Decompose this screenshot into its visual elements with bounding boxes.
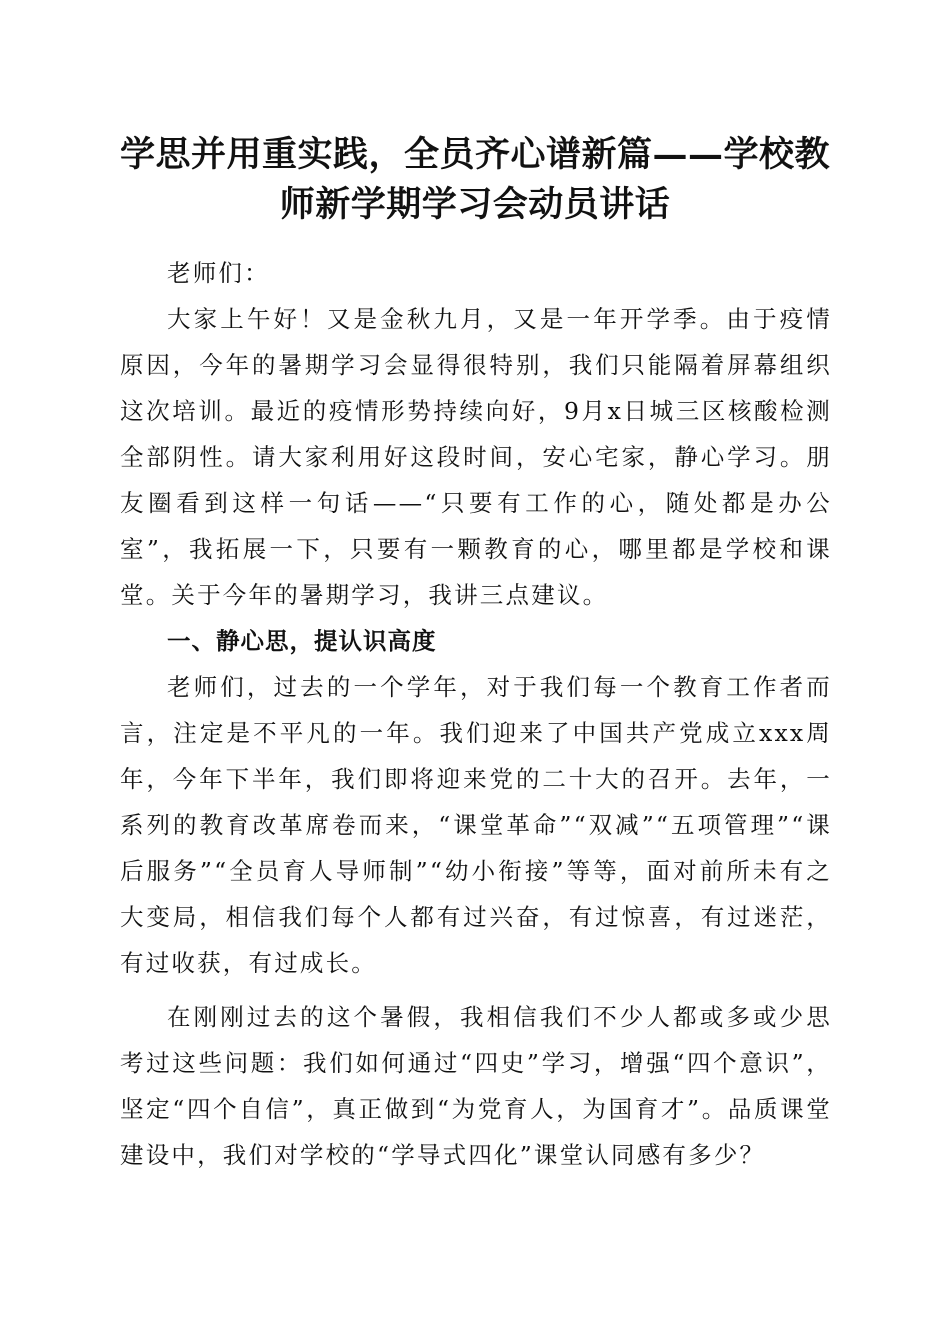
document-title <box>100 130 850 230</box>
section-heading-1: 一、静心思，提认识高度 <box>167 627 437 655</box>
paragraph-past-year: 老师们，过去的一个学年，对于我们每一个教育工作者而言，注定是不平凡的一年。我们迎来了中国共产党成立xxx周年，今年下半年，我们即将迎来党的二十大的召开。去年，一系列的教育改革席卷而来，“课堂革命”“双减”“五项管理”“课后服务”“全员育人导师制”“幼小衔接”等等，面对前所未有之大变局，相信我们每个人都有过兴奋，有过惊喜，有过迷茫，有过收获，有过成长。 <box>120 673 832 977</box>
salutation: 老师们： <box>167 259 270 287</box>
paragraph-summer-reflection: 在刚刚过去的这个暑假，我相信我们不少人都或多或少思考过这些问题：我们如何通过“四史”学习，增强“四个意识”，坚定“四个自信”，真正做到“为党育人，为国育才”。品质课堂建设中，我们对学校的“学导式四化”课堂认同感有多少？ <box>120 1003 832 1169</box>
paragraph-opening: 大家上午好！又是金秋九月，又是一年开学季。由于疫情原因，今年的暑期学习会显得很特别，我们只能隔着屏幕组织这次培训。最近的疫情形势持续向好，9月x日城三区核酸检测全部阴性。请大家利用好这段时间，安心宅家，静心学习。朋友圈看到这样一句话——“只要有工作的心，随处都是办公室”，我拓展一下，只要有一颗教育的心，哪里都是学校和课堂。关于今年的暑期学习，我讲三点建议。 <box>120 305 832 609</box>
title-line-2: 师新学期学习会动员讲话 <box>279 184 671 225</box>
title-line-1: 学思并用重实践，全员齐心谱新篇——学校教 <box>119 134 830 175</box>
document-body <box>120 250 832 1178</box>
